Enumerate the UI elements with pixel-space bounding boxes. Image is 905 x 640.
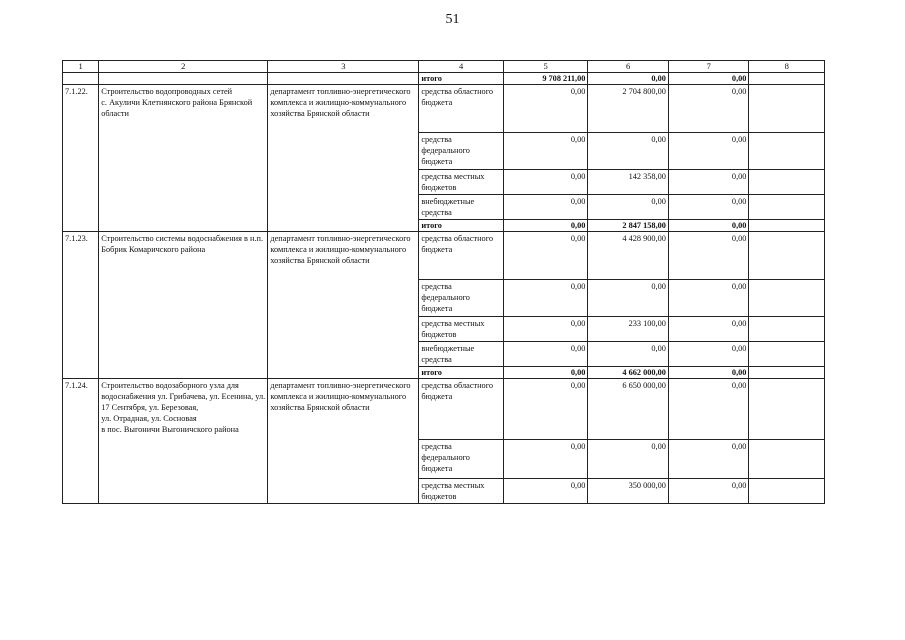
value-col8 <box>749 85 825 133</box>
value-col7: 0,00 <box>668 232 749 280</box>
measure-executor: департамент топливно-энергетического комплекса и жилищно-коммунального хозяйства Брянской области <box>268 232 419 379</box>
measure-name: Строительство системы водоснабжения в н.п. Бобрик Комаричского района <box>99 232 268 379</box>
value-col5: 0,00 <box>503 379 588 440</box>
measure-name: Строительство водопроводных сетей с. Акуличи Клетнянского района Брянской области <box>99 85 268 232</box>
value-col8 <box>749 317 825 342</box>
value-col7: 0,00 <box>668 195 749 220</box>
measure-code: 7.1.23. <box>63 232 99 379</box>
value-col8 <box>749 367 825 379</box>
column-header-4: 4 <box>419 61 504 73</box>
value-col5: 0,00 <box>503 440 588 479</box>
value-col8 <box>749 73 825 85</box>
value-col8 <box>749 170 825 195</box>
executor-cell <box>268 73 419 85</box>
code-cell <box>63 73 99 85</box>
value-col7: 0,00 <box>668 170 749 195</box>
column-header-7: 7 <box>668 61 749 73</box>
source-cell: итого <box>419 73 504 85</box>
value-col7: 0,00 <box>668 220 749 232</box>
table-row <box>63 85 825 133</box>
value-col6: 0,00 <box>588 342 669 367</box>
value-col8 <box>749 220 825 232</box>
funding-source: итого <box>419 367 504 379</box>
column-header-1: 1 <box>63 61 99 73</box>
value-col5: 0,00 <box>503 342 588 367</box>
value-col5: 0,00 <box>503 220 588 232</box>
measure-code: 7.1.22. <box>63 85 99 232</box>
funding-source: средства местных бюджетов <box>419 479 504 504</box>
funding-source: средства федерального бюджета <box>419 280 504 317</box>
value-col5: 0,00 <box>503 367 588 379</box>
value-col6: 0,00 <box>588 133 669 170</box>
value-col8 <box>749 342 825 367</box>
value-col7: 0,00 <box>668 73 749 85</box>
value-col7: 0,00 <box>668 317 749 342</box>
value-col5: 0,00 <box>503 170 588 195</box>
value-col5: 0,00 <box>503 195 588 220</box>
value-col8 <box>749 379 825 440</box>
column-header-8: 8 <box>749 61 825 73</box>
value-col6: 4 428 900,00 <box>588 232 669 280</box>
value-col6: 0,00 <box>588 195 669 220</box>
value-col6: 0,00 <box>588 440 669 479</box>
column-header-5: 5 <box>503 61 588 73</box>
page-number: 51 <box>445 12 460 27</box>
value-col8 <box>749 440 825 479</box>
value-col8 <box>749 133 825 170</box>
column-header-6: 6 <box>588 61 669 73</box>
top-total-row <box>63 73 825 85</box>
funding-source: средства местных бюджетов <box>419 170 504 195</box>
funding-source: средства областного бюджета <box>419 232 504 280</box>
funding-source: средства областного бюджета <box>419 85 504 133</box>
table-row <box>63 379 825 440</box>
value-col6: 0,00 <box>588 73 669 85</box>
column-header-3: 3 <box>268 61 419 73</box>
value-col6: 6 650 000,00 <box>588 379 669 440</box>
value-col6: 142 358,00 <box>588 170 669 195</box>
funding-source: внебюджетные средства <box>419 195 504 220</box>
value-col5: 0,00 <box>503 133 588 170</box>
measure-executor: департамент топливно-энергетического комплекса и жилищно-коммунального хозяйства Брянской области <box>268 85 419 232</box>
value-col7: 0,00 <box>668 85 749 133</box>
value-col7: 0,00 <box>668 342 749 367</box>
value-col5: 0,00 <box>503 317 588 342</box>
value-col7: 0,00 <box>668 479 749 504</box>
value-col7: 0,00 <box>668 367 749 379</box>
table-row <box>63 232 825 280</box>
measure-name: Строительство водозаборного узла для водоснабжения ул. Грибачева, ул. Есенина, ул. 17 Сентября, ул. Березовая, ул. Отрадная, ул. Сосновая в пос. Выгоничи Выгоничского района <box>99 379 268 504</box>
funding-source: средства областного бюджета <box>419 379 504 440</box>
value-col5: 0,00 <box>503 479 588 504</box>
value-col6: 2 847 158,00 <box>588 220 669 232</box>
value-col8 <box>749 195 825 220</box>
value-col6: 233 100,00 <box>588 317 669 342</box>
name-cell <box>99 73 268 85</box>
value-col5: 9 708 211,00 <box>503 73 588 85</box>
header-row <box>63 61 825 73</box>
funding-source: средства федерального бюджета <box>419 133 504 170</box>
value-col6: 350 000,00 <box>588 479 669 504</box>
value-col5: 0,00 <box>503 280 588 317</box>
value-col8 <box>749 479 825 504</box>
funding-source: средства местных бюджетов <box>419 317 504 342</box>
value-col6: 0,00 <box>588 280 669 317</box>
measure-executor: департамент топливно-энергетического комплекса и жилищно-коммунального хозяйства Брянской области <box>268 379 419 504</box>
value-col7: 0,00 <box>668 133 749 170</box>
value-col8 <box>749 232 825 280</box>
value-col5: 0,00 <box>503 85 588 133</box>
value-col7: 0,00 <box>668 379 749 440</box>
funding-source: средства федерального бюджета <box>419 440 504 479</box>
funding-source: итого <box>419 220 504 232</box>
value-col7: 0,00 <box>668 280 749 317</box>
value-col8 <box>749 280 825 317</box>
value-col5: 0,00 <box>503 232 588 280</box>
budget-table <box>62 60 825 504</box>
value-col6: 2 704 800,00 <box>588 85 669 133</box>
funding-source: внебюджетные средства <box>419 342 504 367</box>
value-col7: 0,00 <box>668 440 749 479</box>
measure-code: 7.1.24. <box>63 379 99 504</box>
column-header-2: 2 <box>99 61 268 73</box>
value-col6: 4 662 000,00 <box>588 367 669 379</box>
